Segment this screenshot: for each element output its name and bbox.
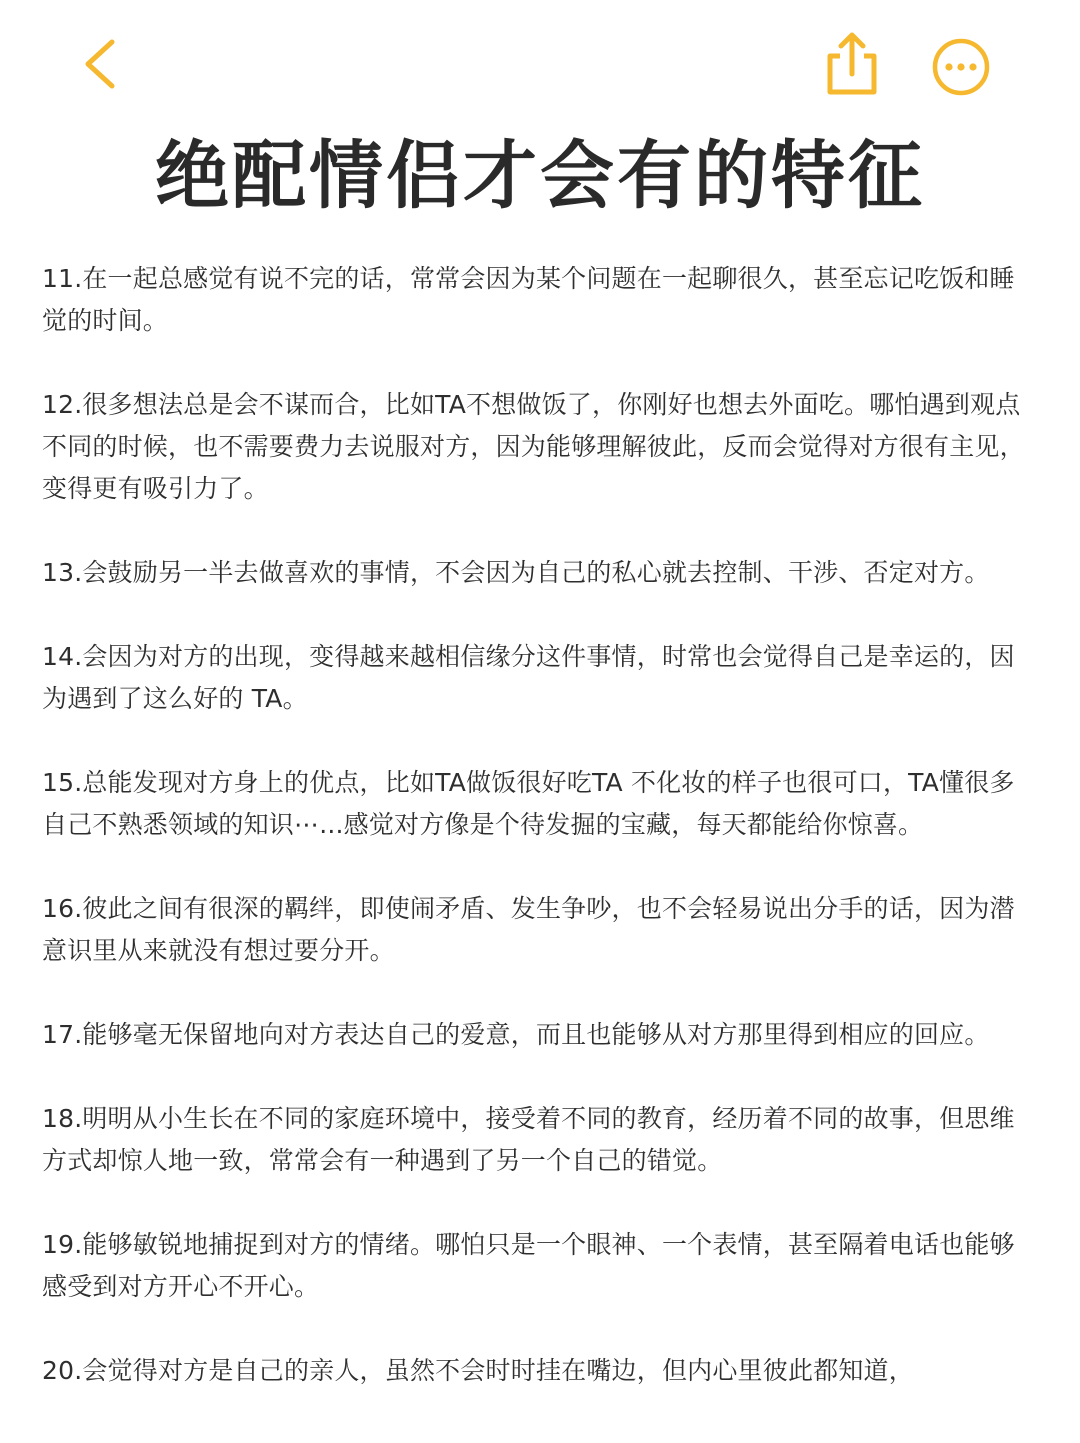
more-horizontal-icon (930, 36, 992, 98)
list-item: 20.会觉得对方是自己的亲人，虽然不会时时挂在嘴边，但内心里彼此都知道， (42, 1356, 914, 1385)
list-item: 19.能够敏锐地捕捉到对方的情绪。哪怕只是一个眼神、一个表情，甚至隔着电话也能够感受到对方开心不开心。 (42, 1230, 1015, 1301)
list-item: 16.彼此之间有很深的羁绊，即使闹矛盾、发生争吵，也不会轻易说出分手的话，因为潜意识里从来就没有想过要分开。 (42, 894, 1015, 965)
list-item: 15.总能发现对方身上的优点，比如TA做饭很好吃TA 不化妆的样子也很可口，TA懂很多自己不熟悉领域的知识⋯...感觉对方像是个待发掘的宝藏，每天都能给你惊喜。 (42, 768, 1015, 839)
top-toolbar (0, 0, 1080, 120)
page-title: 绝配情侣才会有的特征 (155, 133, 925, 219)
list-item: 17.能够毫无保留地向对方表达自己的爱意，而且也能够从对方那里得到相应的回应。 (42, 1020, 990, 1049)
list-item: 12.很多想法总是会不谋而合，比如TA不想做饭了，你刚好也想去外面吃。哪怕遇到观点不同的时候，也不需要费力去说服对方，因为能够理解彼此，反而会觉得对方很有主见，变得更有吸引力了。 (42, 390, 1025, 503)
list-item: 14.会因为对方的出现，变得越来越相信缘分这件事情，时常也会觉得自己是幸运的，因为遇到了这么好的 TA。 (42, 642, 1015, 713)
share-icon (822, 30, 882, 98)
share-button[interactable] (822, 30, 882, 98)
list-item: 13.会鼓励另一半去做喜欢的事情，不会因为自己的私心就去控制、干涉、否定对方。 (42, 558, 990, 587)
more-button[interactable] (930, 36, 992, 98)
back-button[interactable] (72, 34, 132, 94)
note-body (42, 258, 1038, 1434)
chevron-left-icon (72, 34, 132, 94)
list-item: 11.在一起总感觉有说不完的话，常常会因为某个问题在一起聊很久，甚至忘记吃饭和睡觉的时间。 (42, 264, 1015, 335)
list-item: 18.明明从小生长在不同的家庭环境中，接受着不同的教育，经历着不同的故事，但思维方式却惊人地一致，常常会有一种遇到了另一个自己的错觉。 (42, 1104, 1015, 1175)
